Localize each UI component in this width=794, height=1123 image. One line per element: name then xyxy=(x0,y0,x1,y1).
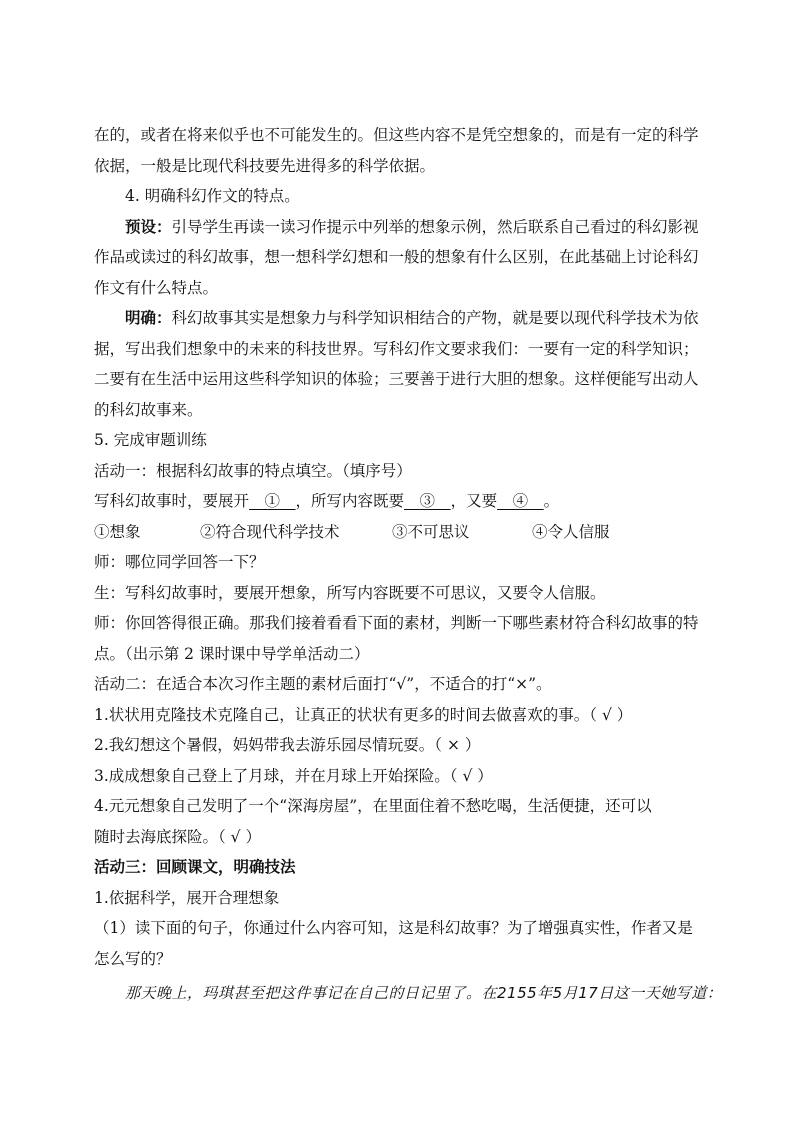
question-line: 怎么写的？ xyxy=(94,949,172,968)
text-line: 的科幻故事来。 xyxy=(94,400,203,419)
dialogue-line: 点。（出示第 2 课时课中导学单活动二） xyxy=(94,644,370,663)
blank-text: ，又要 xyxy=(450,492,498,510)
question-line: （1）读下面的句子，你通过什么内容可知，这是科幻故事？为了增强真实性，作者又是 xyxy=(94,919,693,937)
list-item-continued: 随时去海底探险。（ √ ） xyxy=(94,827,261,846)
preset-text: 引导学生再读一读习作提示中列举的想象示例，然后联系自己看过的科幻影视 xyxy=(171,217,699,236)
blank-text: 写科幻故事时，要展开 xyxy=(94,492,250,510)
text-line: 据，写出我们想象中的未来的科技世界。写科幻作文要求我们：一要有一定的科学知识； xyxy=(94,339,699,358)
activity-three-title: 活动三：回顾课文，明确技法 xyxy=(94,857,296,876)
preset-label: 预设： xyxy=(125,216,172,236)
clarify-text: 科幻故事其实是想象力与科学知识相结合的产物，就是要以现代科学技术为依 xyxy=(171,309,699,327)
list-item: 2.我幻想这个暑假，妈妈带我去游乐园尽情玩耍。（ × ） xyxy=(94,736,481,754)
text-line: 二要有在生活中运用这些科学知识的体验；三要善于进行大胆的想象。这样便能写出动人 xyxy=(94,370,699,388)
dialogue-line: 师：你回答得很正确。那我们接着看看下面的素材，判断一下哪些素材符合科幻故事的特 xyxy=(94,614,699,632)
clarify-label: 明确： xyxy=(125,308,172,327)
blank-text: 。 xyxy=(543,492,560,510)
blank-answer-2: __③__ xyxy=(404,492,451,510)
quoted-passage: 那天晚上，玛琪甚至把这件事记在自己的日记里了。在2155年5月17日这一天她写道： xyxy=(125,984,723,1002)
text-line: 作文有什么特点。 xyxy=(94,278,219,297)
dialogue-line: 师：哪位同学回答一下？ xyxy=(94,553,265,571)
paragraph-preset xyxy=(94,212,720,243)
list-item: 1.状状用克隆技术克隆自己，让真正的状状有更多的时间去做喜欢的事。（ √ ） xyxy=(94,705,633,724)
list-item: 3.成成想象自己登上了月球，并在月球上开始探险。（ √ ） xyxy=(94,766,493,785)
option-4: ④令人信服 xyxy=(532,522,610,541)
fill-blank-line xyxy=(94,486,720,517)
subsection-heading: 1.依据科学，展开合理想象 xyxy=(94,888,280,907)
blank-text: ，所写内容既要 xyxy=(295,492,405,510)
document-body xyxy=(94,120,723,1009)
list-item: 4.元元想象自己发明了一个“深海房屋”，在里面住着不愁吃喝，生活便捷，还可以 xyxy=(94,797,652,815)
section-heading: 5. 完成审题训练 xyxy=(94,431,207,449)
option-3: ③不可思议 xyxy=(392,522,470,541)
text-line: 作品或读过的科幻故事，想一想科学幻想和一般的想象有什么区别，在此基础上讨论科幻 xyxy=(94,248,699,266)
paragraph-clarify xyxy=(94,303,720,334)
option-2: ②符合现代科学技术 xyxy=(200,522,340,541)
dialogue-line: 生：写科幻故事时，要展开想象，所写内容既要不可思议，又要令人信服。 xyxy=(94,583,606,602)
section-heading: 4. 明确科幻作文的特点。 xyxy=(125,187,300,205)
text-line: 在的，或者在将来似乎也不可能发生的。但这些内容不是凭空想象的，而是有一定的科学 xyxy=(94,126,699,144)
text-line: 依据，一般是比现代科技要先进得多的科学依据。 xyxy=(94,156,436,175)
activity-one-title: 活动一：根据科幻故事的特点填空。（填序号） xyxy=(94,461,412,480)
activity-two-title: 活动二：在适合本次习作主题的素材后面打“√”，不适合的打“×”。 xyxy=(94,675,552,693)
blank-answer-3: __④__ xyxy=(497,492,544,510)
option-1: ①想象 xyxy=(94,522,141,541)
options-row xyxy=(94,517,720,548)
blank-answer-1: __①__ xyxy=(249,492,296,510)
